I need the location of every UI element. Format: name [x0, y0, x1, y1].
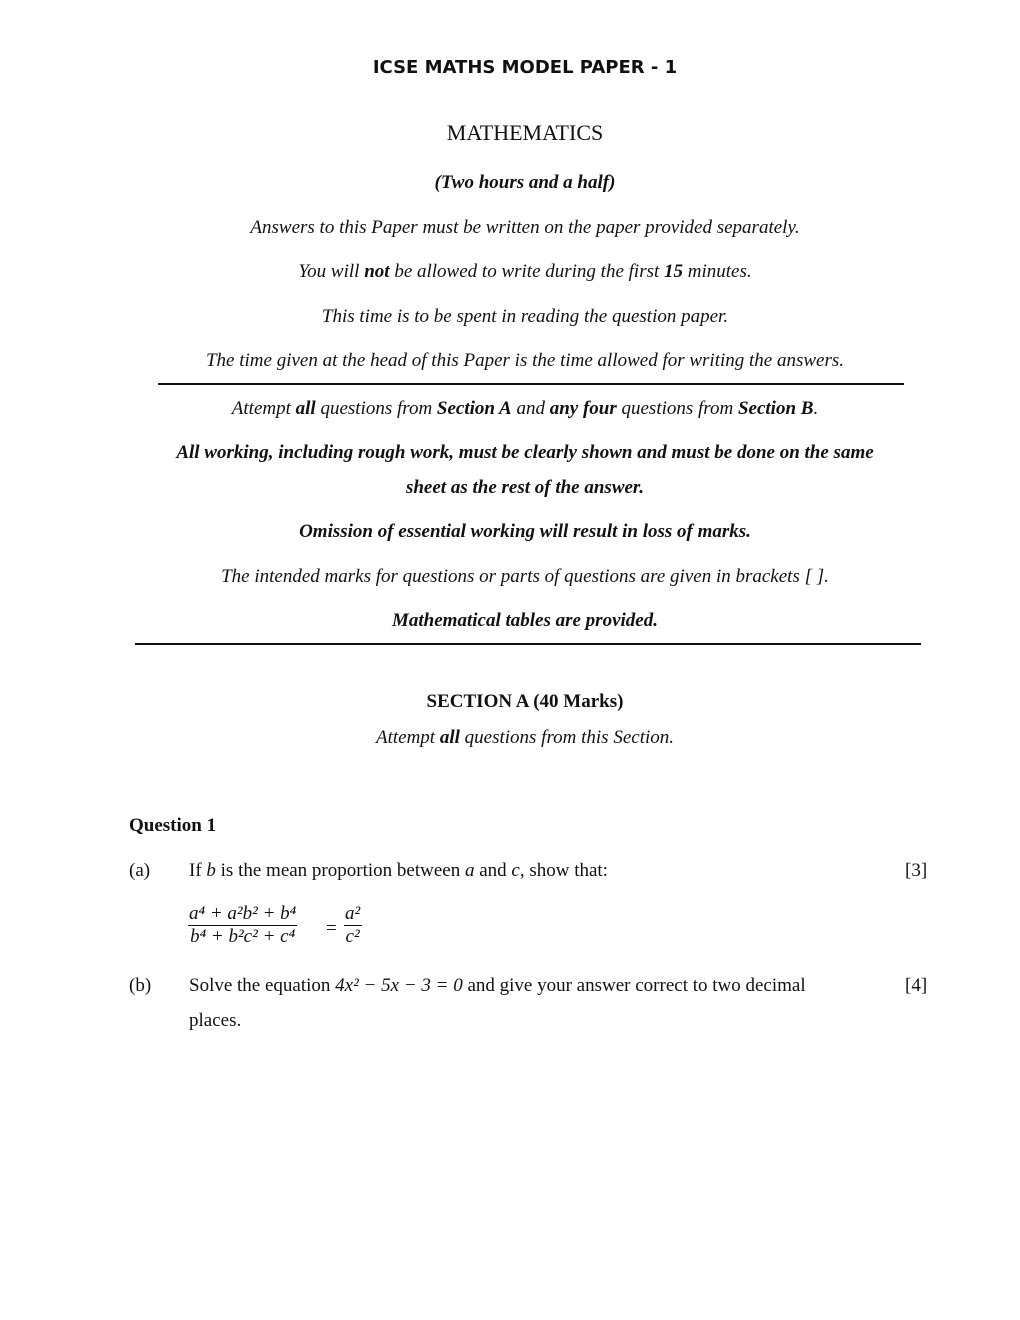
divider	[158, 383, 904, 385]
instruction-7: Omission of essential working will result in loss of marks.	[299, 521, 751, 542]
formula-equals: =	[326, 918, 337, 939]
instruction-8: The intended marks for questions or parts of questions are given in brackets [ ].	[221, 566, 829, 587]
instruction-5: Attempt all questions from Section A and any four questions from Section B.	[231, 398, 819, 419]
subject-heading: MATHEMATICS	[446, 120, 604, 145]
instruction-2: You will not be allowed to write during the first 15 minutes.	[298, 261, 752, 282]
section-title: SECTION A (40 Marks)	[426, 691, 624, 712]
section-note: Attempt all questions from this Section.	[375, 727, 674, 748]
part-b-label: (b)	[129, 975, 152, 996]
duration: (Two hours and a half)	[434, 172, 616, 193]
part-b-text-cont: places.	[189, 1010, 242, 1031]
instruction-9: Mathematical tables are provided.	[392, 610, 658, 631]
formula-lhs: $\frac{\text{a⁴ + a²b² + b⁴}}{\text{b⁴ + b²c² + c⁴}}$	[189, 903, 297, 947]
question-title: Question 1	[129, 815, 217, 836]
formula-rhs: $\frac{\text{a²}}{\text{c²}}$	[345, 903, 361, 947]
part-a-marks: [3]	[905, 860, 928, 881]
instruction-6a: All working, including rough work, must be clearly shown and must be done on the same	[176, 442, 874, 463]
part-b-text: Solve the equation 4x² − 5x − 3 = 0 and give your answer correct to two decimal	[189, 975, 806, 996]
part-b-marks: [4]	[905, 975, 928, 996]
paper-title: ICSE MATHS MODEL PAPER - 1	[372, 57, 678, 78]
instruction-3: This time is to be spent in reading the question paper.	[321, 306, 729, 327]
divider	[135, 643, 921, 645]
instruction-4: The time given at the head of this Paper is the time allowed for writing the answers.	[205, 350, 845, 371]
part-a-text: If b is the mean proportion between a and c, show that:	[189, 860, 608, 881]
instruction-6b: sheet as the rest of the answer.	[405, 477, 645, 498]
instruction-1: Answers to this Paper must be written on the paper provided separately.	[250, 217, 800, 238]
part-a-label: (a)	[129, 860, 151, 881]
